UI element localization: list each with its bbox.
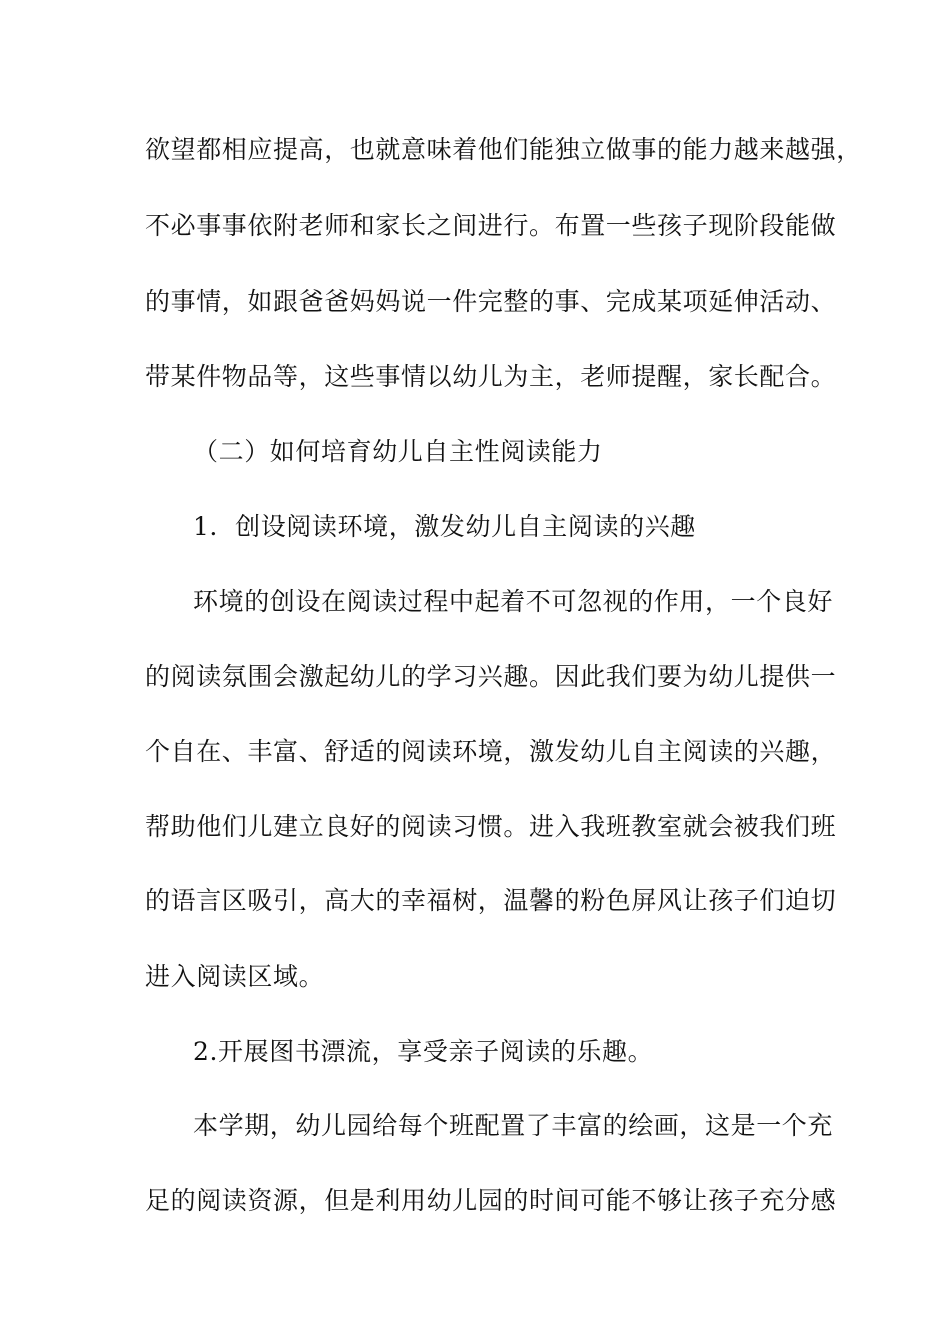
paragraph-line: 的阅读氛围会激起幼儿的学习兴趣。因此我们要为幼儿提供一 xyxy=(145,662,837,691)
subsection-heading: 2.开展图书漂流，享受亲子阅读的乐趣。 xyxy=(193,1037,654,1066)
paragraph-line: 本学期，幼儿园给每个班配置了丰富的绘画，这是一个充 xyxy=(193,1111,834,1140)
paragraph-line: 带某件物品等，这些事情以幼儿为主，老师提醒，家长配合。 xyxy=(145,362,837,391)
paragraph-line: 进入阅读区域。 xyxy=(145,962,325,991)
paragraph-line: 环境的创设在阅读过程中起着不可忽视的作用，一个良好 xyxy=(193,587,834,616)
subsection-heading: 1．创设阅读环境，激发幼儿自主阅读的兴趣 xyxy=(193,512,696,541)
paragraph-line: 的事情，如跟爸爸妈妈说一件完整的事、完成某项延伸活动、 xyxy=(145,287,837,316)
section-heading: （二）如何培育幼儿自主性阅读能力 xyxy=(193,437,603,466)
paragraph-line: 不必事事依附老师和家长之间进行。布置一些孩子现阶段能做 xyxy=(145,211,837,240)
paragraph-line: 个自在、丰富、舒适的阅读环境，激发幼儿自主阅读的兴趣， xyxy=(145,737,837,766)
paragraph-line: 欲望都相应提高，也就意味着他们能独立做事的能力越来越强， xyxy=(145,135,862,164)
paragraph-line: 足的阅读资源，但是利用幼儿园的时间可能不够让孩子充分感 xyxy=(145,1186,837,1215)
paragraph-line: 的语言区吸引，高大的幸福树，温馨的粉色屏风让孩子们迫切 xyxy=(145,886,837,915)
paragraph-line: 帮助他们儿建立良好的阅读习惯。进入我班教室就会被我们班 xyxy=(145,812,837,841)
